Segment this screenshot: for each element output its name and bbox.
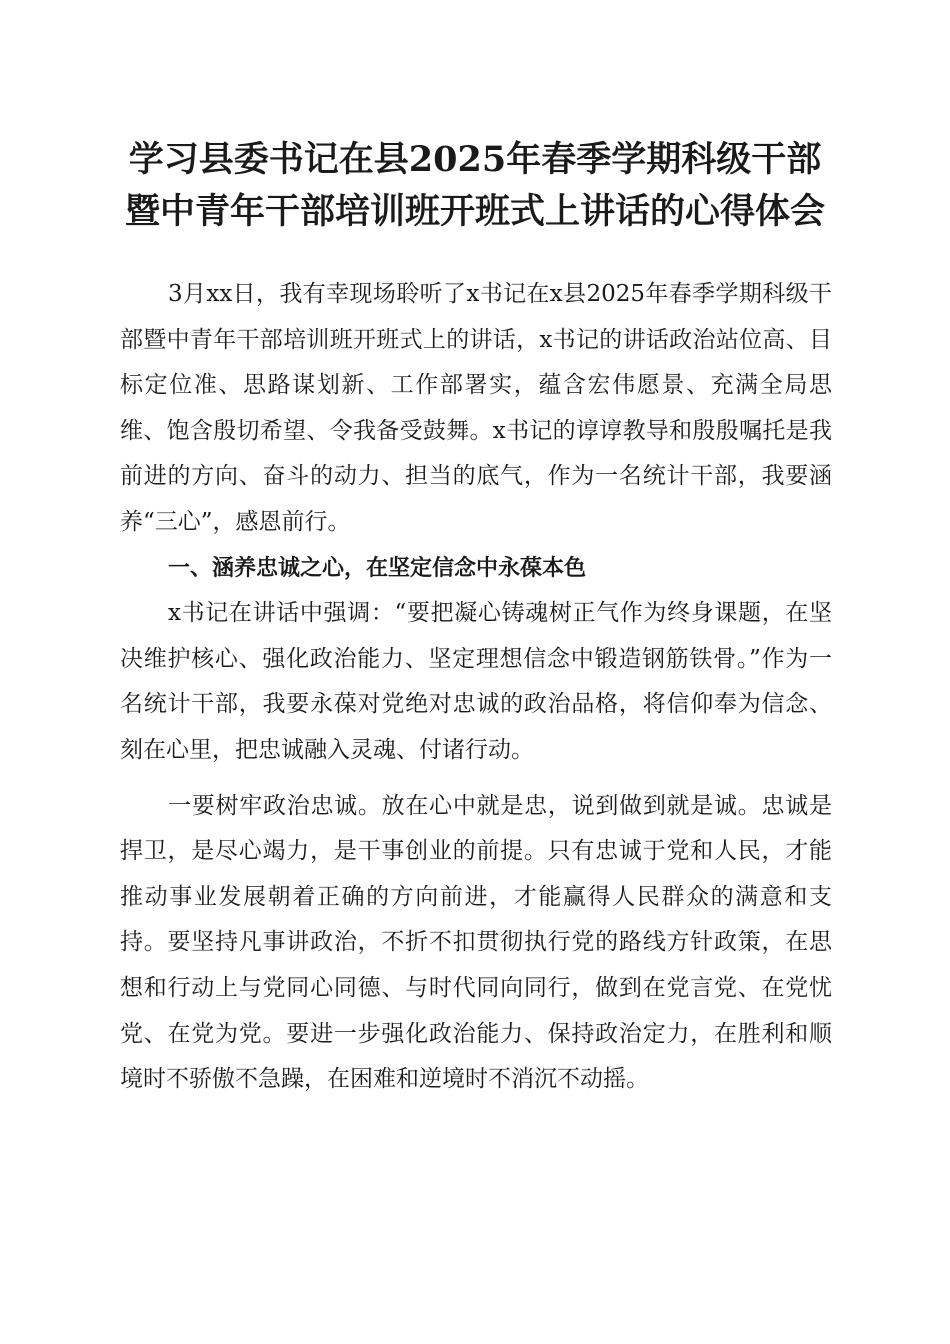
- title-line-2: 暨中青年干部培训班开班式上讲话的心得体会: [124, 191, 825, 232]
- section-heading-1: 一、涵养忠诚之心，在坚定信念中永葆本色: [168, 555, 587, 581]
- paragraph-loyalty: 一要树牢政治忠诚。放在心中就是忠，说到做到就是诚。忠诚是捍卫，是尽心竭力，是干事创业的前提。只有忠诚于党和人民，才能推动事业发展朝着正确的方向前进，才能赢得人民群众的满意和支持。要坚持凡事讲政治，不折不扣贯彻执行党的路线方针政策，在思想和行动上与党同心同德、与时代同向同行，做到在党言党、在党忧党、在党为党。要进一步强化政治能力、保持政治定力，在胜利和顺境时不骄傲不急躁，在困难和逆境时不消沉不动摇。: [120, 792, 832, 1093]
- document-body: [120, 272, 832, 1103]
- title-line-1: 学习县委书记在县2025年春季学期科级干部: [128, 139, 822, 180]
- paragraph-intro: 3月xx日，我有幸现场聆听了x书记在x县2025年春季学期科级干部暨中青年干部培训班开班式上的讲话，x书记的讲话政治站位高、目标定位准、思路谋划新、工作部署实，蕴含宏伟愿景、充满全局思维、饱含殷切希望、令我备受鼓舞。x书记的谆谆教导和殷殷嘱托是我前进的方向、奋斗的动力、担当的底气，作为一名统计干部，我要涵养“三心”，感恩前行。: [120, 281, 832, 535]
- document-title: [100, 134, 850, 238]
- paragraph-quote: x书记在讲话中强调：“要把凝心铸魂树正气作为终身课题，在坚决维护核心、强化政治能力、坚定理想信念中锻造钢筋铁骨。”作为一名统计干部，我要永葆对党绝对忠诚的政治品格，将信仰奉为信念、刻在心里，把忠诚融入灵魂、付诸行动。: [120, 600, 832, 763]
